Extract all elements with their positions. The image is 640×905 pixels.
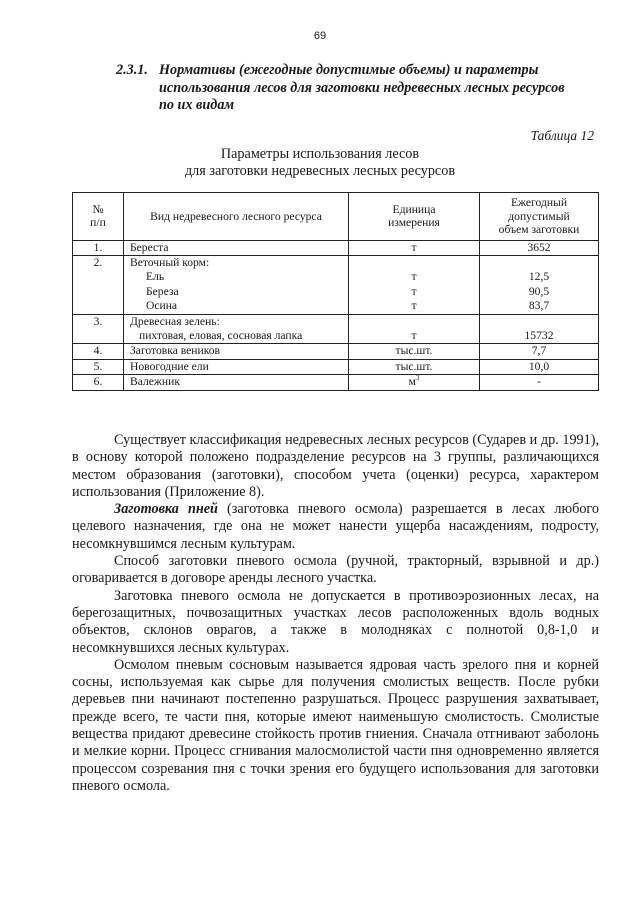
table-row (73, 255, 599, 314)
resource-unit: т (411, 284, 417, 298)
resource-volume: 83,7 (528, 299, 550, 313)
table-title (0, 146, 640, 180)
resource-group-title: Веточный корм: (130, 255, 210, 269)
resource-unit: тыс.шт. (349, 344, 480, 359)
header-annual-volume: Ежегодный допустимый объем заготовки (480, 193, 599, 241)
section-heading (116, 62, 596, 115)
resource-unit: м (408, 375, 416, 389)
row-number: 4. (73, 344, 124, 359)
body-text (72, 432, 599, 795)
table-row (73, 314, 599, 344)
section-number: 2.3.1. (116, 62, 148, 78)
resource-volume: 7,7 (480, 344, 599, 359)
resource-volumes (480, 314, 599, 344)
resource-volume: 15732 (524, 328, 554, 342)
resource-volume: - (480, 375, 599, 390)
header-resource-type: Вид недревесного лесного ресурса (124, 193, 349, 241)
resource-name: Береста (124, 240, 349, 255)
row-number: 1. (73, 240, 124, 255)
resource-names (124, 314, 349, 344)
resource-units (349, 314, 480, 344)
resources-table (72, 192, 599, 391)
resource-unit-cell (349, 375, 480, 390)
resource-name: Валежник (124, 375, 349, 390)
paragraph-definition: Осмолом пневым сосновым называется ядровая часть зрелого пня и корней сосны, используемая как сырье для получения смолистых веществ. После рубки деревьев пни начинают постепенно разрушаться. Процесс разрушения захватывает, прежде всего, те части пня, которые имеют наименьшую смолистость. Смолистые вещества придают древесине стойкость против гниения. Сначала отгнивают заболонь и мелкие корни. Процесс сгнивания малосмолистой части пня одновременно является процессом созревания пня с точки зрения его будущего использования для заготовки пневого осмола. (72, 656, 599, 794)
table-row (73, 359, 599, 374)
resource-volume: 10,0 (480, 359, 599, 374)
row-number: 6. (73, 375, 124, 390)
resource-name: Заготовка веников (124, 344, 349, 359)
resource-names (124, 255, 349, 314)
heading-line-2: использования лесов для заготовки недревесных лесных ресурсов (159, 79, 565, 96)
resource-volume: 12,5 (528, 270, 550, 284)
paragraph-text: (заготовка пневого осмола) разрешается в лесах любого целевого назначения, где она не может нанести ущерба насаждениям, подросту, несомкнувшимся лесным культурам. (72, 501, 599, 552)
paragraph-stump-harvest (72, 501, 599, 553)
paragraph-classification: Существует классификация недревесных лесных ресурсов (Сударев и др. 1991), в основу которой положено подразделение ресурсов на 3 группы, различающихся местом образования (заготовки), способом учета (оценки) ресурса, характером использования (Приложение 8). (72, 432, 599, 500)
row-number: 2. (73, 255, 124, 314)
resource-volume: 90,5 (528, 284, 550, 298)
resource-unit: т (411, 270, 417, 284)
resource-name: Осина (146, 299, 178, 313)
row-number: 5. (73, 359, 124, 374)
resource-unit: т (411, 328, 417, 342)
header-number: № п/п (73, 193, 124, 241)
paragraph-method: Способ заготовки пневого осмола (ручной, тракторный, взрывной и др.) оговаривается в договоре аренды лесного участка. (72, 553, 599, 587)
resource-unit: т (349, 240, 480, 255)
resource-volume: 3652 (480, 240, 599, 255)
row-number: 3. (73, 314, 124, 344)
table-row (73, 240, 599, 255)
emphasis-term: Заготовка пней (114, 501, 218, 518)
paragraph-restrictions: Заготовка пневого осмола не допускается в противоэрозионных лесах, на берегозащитных, почвозащитных участках лесов расположенных вдоль водных объектов, склонов оврагов, а также в молодняках с полнотой 0,8-1,0 и несомкнувшихся лесных культурах. (72, 587, 599, 656)
table-label: Таблица 12 (530, 128, 594, 143)
table-row (73, 344, 599, 359)
resource-units (349, 255, 480, 314)
table-title-line-1: Параметры использования лесов (220, 146, 420, 162)
resource-group-title: Древесная зелень: (130, 314, 220, 328)
table-header-row (73, 193, 599, 241)
resource-volumes (480, 255, 599, 314)
header-unit: Единица измерения (349, 193, 480, 241)
heading-line-1: Нормативы (ежегодные допустимые объемы) и параметры (159, 62, 539, 78)
resource-name: Ель (146, 270, 165, 284)
table-title-line-2: для заготовки недревесных лесных ресурсов (184, 163, 456, 179)
resource-unit: т (411, 299, 417, 313)
resource-name: пихтовая, еловая, сосновая лапка (139, 328, 303, 342)
page-number: 69 (313, 30, 327, 42)
unit-superscript: 3 (415, 374, 420, 383)
table-row (73, 375, 599, 390)
resource-unit: тыс.шт. (349, 359, 480, 374)
resource-name: Береза (146, 284, 179, 298)
heading-line-3: по их видам (159, 97, 235, 113)
resource-name: Новогодние ели (124, 359, 349, 374)
